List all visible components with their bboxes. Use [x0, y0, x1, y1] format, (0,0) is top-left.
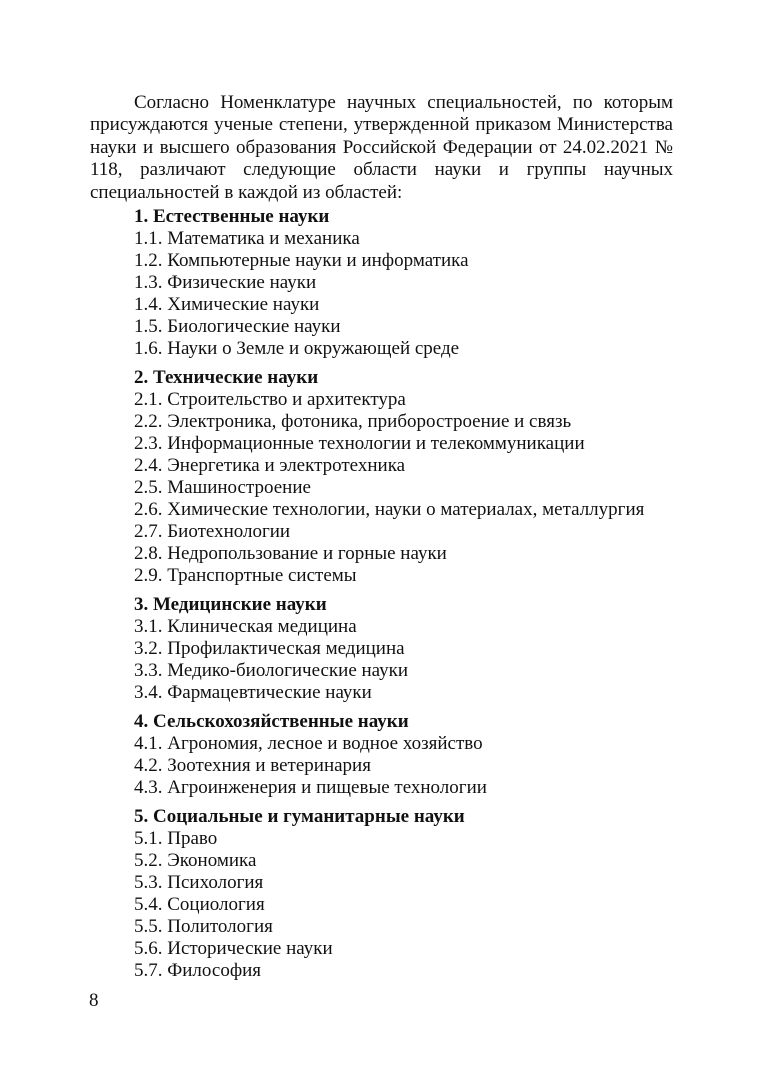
list-item: 2.2. Электроника, фотоника, приборостроение и связь: [134, 411, 572, 432]
science-areas-list: [134, 206, 694, 982]
list-item: 1.5. Биологические науки: [134, 316, 341, 337]
list-item: 3.4. Фармацевтические науки: [134, 682, 372, 703]
intro-paragraph: Согласно Номенклатуре научных специальностей, по которым присуждаются ученые степени, утвержденной приказом Министерства науки и высшего образования Российской Федерации от 24.02.2021 № 118, различают следующие области науки и группы научных специальностей в каждой из областей:: [90, 92, 673, 203]
list-item: 2.8. Недропользование и горные науки: [134, 543, 447, 564]
section-social-humanitarian-sciences: [134, 806, 694, 982]
list-item: 1.6. Науки о Земле и окружающей среде: [134, 338, 460, 359]
list-item: 1.3. Физические науки: [134, 272, 317, 293]
list-item: 3.2. Профилактическая медицина: [134, 638, 405, 659]
list-item: 1.1. Математика и механика: [134, 228, 360, 249]
list-item: 2.1. Строительство и архитектура: [134, 389, 406, 410]
list-item: 5.3. Психология: [134, 872, 264, 893]
list-item: 4.3. Агроинженерия и пищевые технологии: [134, 777, 487, 798]
list-item: 5.4. Социология: [134, 894, 265, 915]
section-heading: 5. Социальные и гуманитарные науки: [134, 806, 465, 827]
list-item: 2.7. Биотехнологии: [134, 521, 291, 542]
list-item: 3.1. Клиническая медицина: [134, 616, 357, 637]
list-item: 5.7. Философия: [134, 960, 262, 981]
section-heading: 4. Сельскохозяйственные науки: [134, 711, 409, 732]
list-item: 1.4. Химические науки: [134, 294, 320, 315]
list-item: 3.3. Медико-биологические науки: [134, 660, 409, 681]
list-item: 2.5. Машиностроение: [134, 477, 311, 498]
section-heading: 1. Естественные науки: [134, 206, 330, 227]
list-item: 4.1. Агрономия, лесное и водное хозяйство: [134, 733, 483, 754]
list-item: 5.5. Политология: [134, 916, 273, 937]
list-item: 2.9. Транспортные системы: [134, 565, 357, 586]
list-item: 1.2. Компьютерные науки и информатика: [134, 250, 469, 271]
list-item: 5.1. Право: [134, 828, 218, 849]
section-agricultural-sciences: [134, 711, 694, 799]
list-item: 4.2. Зоотехния и ветеринария: [134, 755, 371, 776]
section-natural-sciences: [134, 206, 694, 360]
list-item: 2.3. Информационные технологии и телекоммуникации: [134, 433, 585, 454]
section-medical-sciences: [134, 594, 694, 704]
section-technical-sciences: [134, 367, 694, 587]
list-item: 5.2. Экономика: [134, 850, 257, 871]
list-item: 2.4. Энергетика и электротехника: [134, 455, 406, 476]
section-heading: 3. Медицинские науки: [134, 594, 327, 615]
list-item: 2.6. Химические технологии, науки о материалах, металлургия: [134, 499, 645, 520]
page-number: 8: [89, 990, 99, 1011]
list-item: 5.6. Исторические науки: [134, 938, 333, 959]
section-heading: 2. Технические науки: [134, 367, 319, 388]
